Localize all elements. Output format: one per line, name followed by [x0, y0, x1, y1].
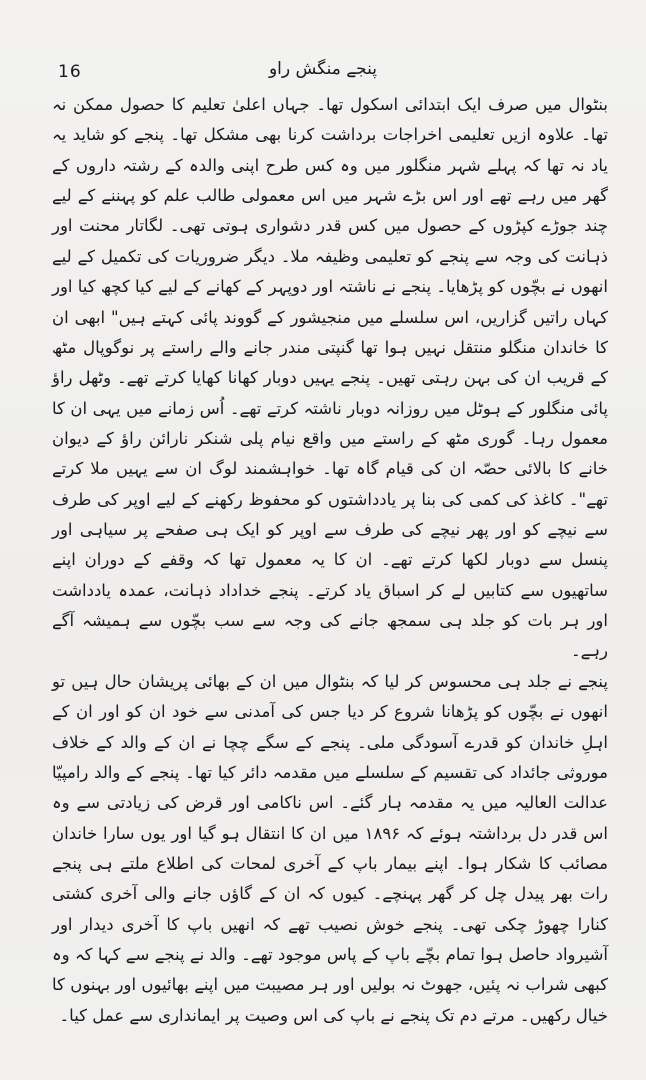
- page-number: 16: [58, 62, 82, 82]
- paragraph-1: بنٹوال میں صرف ایک ابتدائی اسکول تھا۔ جہاں اعلیٰ تعلیم کا حصول ممکن نہ تھا۔ علاوہ ازیں تعلیمی اخراجات برداشت کرنا بھی مشکل تھا۔ پنجے کو شاید یہ یاد نہ تھا کہ پہلے شہر منگلور میں وہ کس طرح اپنی والدہ کے رشتہ داروں کے گھر میں رہے تھے اور اس بڑے شہر میں اس معمولی طالب علم کو پہننے کے لیے چند جوڑے کپڑوں کے حصول میں کس قدر دشواری ہوتی تھی۔ لگاتار محنت اور ذہانت کی وجہ سے پنجے کو تعلیمی وظیفہ ملا۔ دیگر ضروریات کی تکمیل کے لیے انھوں نے بچّوں کو پڑھایا۔ پنجے نے ناشتہ اور دوپہر کے کھانے کے لیے کیا کچھ کیا اور کہاں راتیں گزاریں، اس سلسلے میں منجیشور کے گووند پائی کہتے ہیں" ابھی ان کا خاندان منگلو منتقل نہیں ہوا تھا گنپتی مندر جانے والے راستے پر نوگوپال مٹھ کے قریب ان کی بہن رہتی تھیں۔ پنجے یہیں دوبار کھانا کھایا کرتے تھے۔ وٹھل راؤ پائی منگلور کے ہوٹل میں روزانہ دوبار ناشتہ کرتے تھے۔ اُس زمانے میں یہی ان کا معمول رہا۔ گوری مٹھ کے راستے میں واقع نیام پلی شنکر نارائن راؤ کے دیوان خانے کا بالائی حصّہ ان کی قیام گاہ تھا۔ خواہشمند لوگ ان سے یہیں ملا کرتے تھے"۔ کاغذ کی کمی کی بنا پر یادداشتوں کو محفوظ رکھنے کے لیے اوپر کی طرف سے نیچے کو اور پھر نیچے کی طرف سے اوپر کو ایک ہی صفحے پر سیاہی اور پنسل سے دوبار لکھا کرتے تھے۔ ان کا یہ معمول تھا کہ وقفے کے دوران اپنے ساتھیوں سے کتابیں لے کر اسباق یاد کرتے۔ پنجے خداداد ذہانت، عمدہ یادداشت اور ہر بات کو جلد ہی سمجھ جانے کی وجہ سے سب بچّوں سے ہمیشہ آگے رہے۔: [52, 95, 608, 661]
- body-text: [52, 90, 608, 1031]
- paragraph-2: پنجے نے جلد ہی محسوس کر لیا کہ بنٹوال میں ان کے بھائی پریشان حال ہیں تو انھوں نے بچّوں کو پڑھانا شروع کر دیا جس کی آمدنی سے خود ان کو اور ان کے اہلِ خاندان کو قدرے آسودگی ملی۔ پنجے کے سگے چچا نے ان کے والد کے خلاف موروثی جائداد کی تقسیم کے سلسلے میں مقدمہ دائر کیا تھا۔ پنجے کے والد رامپیّا عدالت العالیہ میں یہ مقدمہ ہار گئے۔ اس ناکامی اور قرض کی زیادتی سے وہ اس قدر دل برداشتہ ہوئے کہ ۱۸۹۶ میں ان کا انتقال ہو گیا اور یوں سارا خاندان مصائب کا شکار ہوا۔ اپنے بیمار باپ کے آخری لمحات کی اطلاع ملتے ہی پنجے رات بھر پیدل چل کر گھر پہنچے۔ کیوں کہ ان کے گاؤں جانے والی آخری کشتی کنارا چھوڑ چکی تھی۔ پنجے خوش نصیب تھے کہ انھیں باپ کا آخری دیدار اور آشیرواد حاصل ہوا تمام بچّے باپ کے پاس موجود تھے۔ والد نے پنجے سے کہا کہ وہ کبھی شراب نہ پئیں، جھوٹ نہ بولیں اور ہر مصیبت میں اپنے بھائیوں اور بہنوں کا خیال رکھیں۔ مرتے دم تک پنجے نے باپ کی اس وصیت پر ایمانداری سے عمل کیا۔: [52, 671, 609, 1025]
- page-header: [54, 48, 592, 92]
- running-title: پنجے منگش راو: [268, 59, 378, 79]
